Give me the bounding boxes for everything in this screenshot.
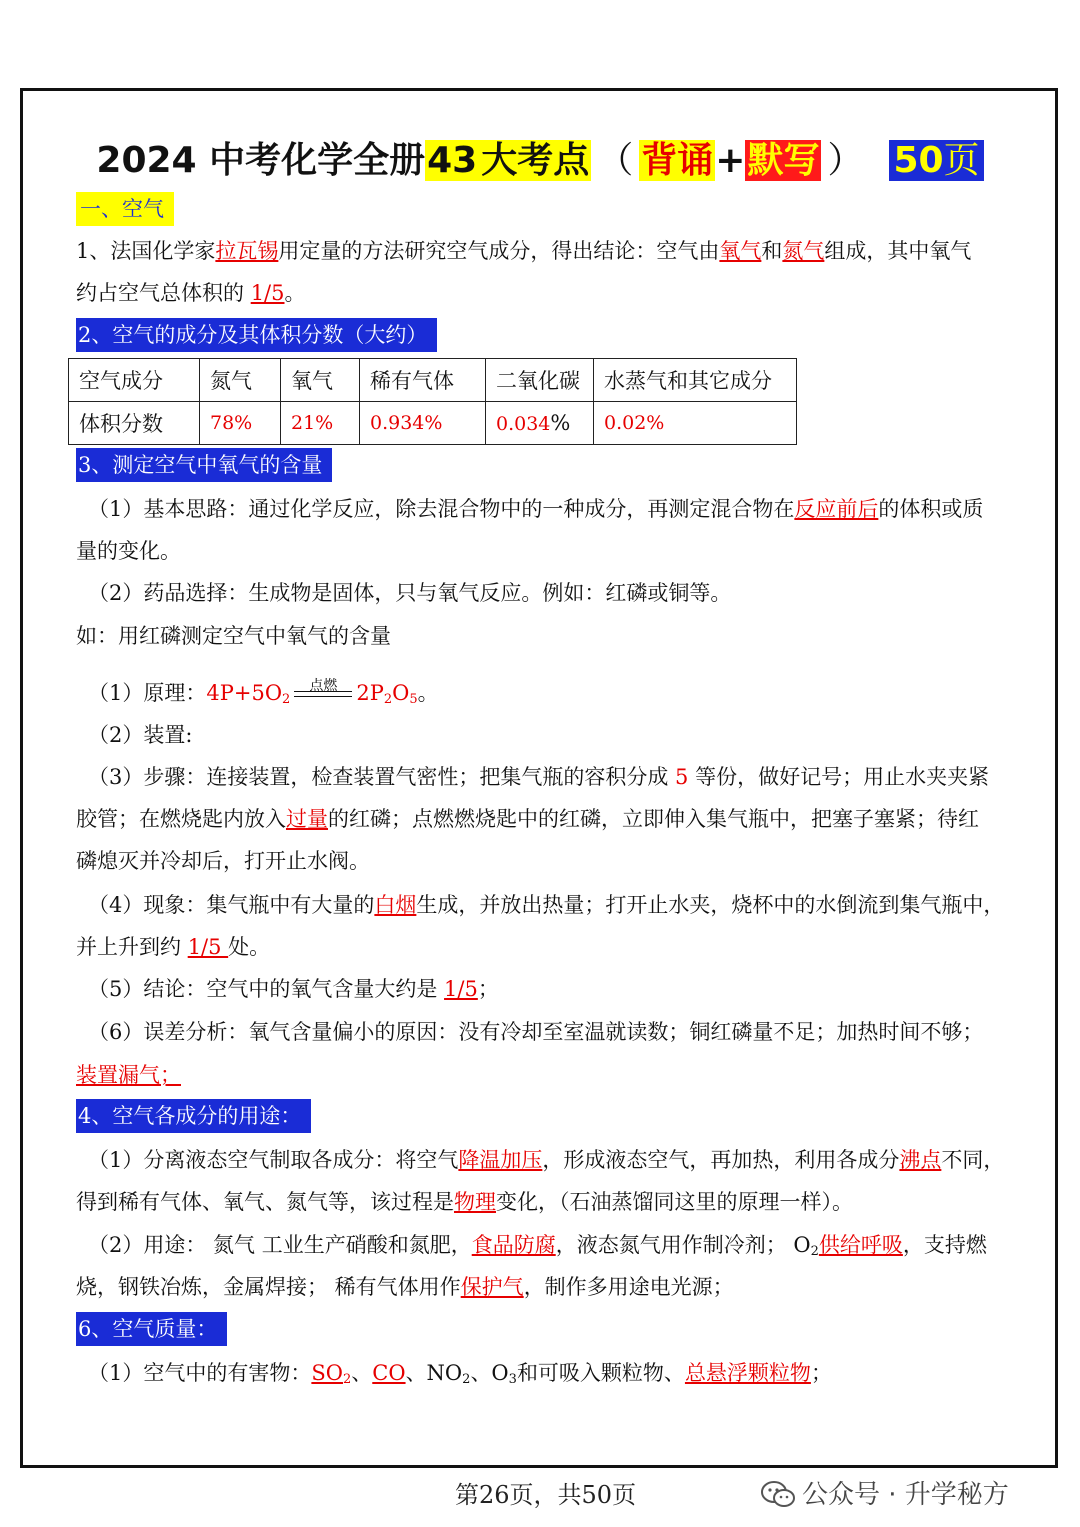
table-header-cell: 氧气 [281, 359, 360, 402]
paragraph: 约占空气总体积的 1/5。 [76, 281, 306, 305]
table-header-cell: 氮气 [200, 359, 281, 402]
paragraph: 胶管；在燃烧匙内放入过量的红磷；点燃燃烧匙中的红磷，立即伸入集气瓶中，把塞子塞紧；待红 [76, 807, 979, 831]
table-cell: 0.02% [594, 402, 797, 445]
paragraph: 烧，钢铁冶炼，金属焊接； 稀有气体用作保护气，制作多用途电光源； [76, 1275, 734, 1299]
paragraph: （4）现象：集气瓶中有大量的白烟生成，并放出热量；打开止水夹，烧杯中的水倒流到集气瓶中， [88, 893, 1005, 917]
table-cell: 0.034% [486, 402, 594, 445]
reaction-equation: （1）原理：$4P+5O_2$ 点燃 $2P_2O_5$。 [88, 677, 439, 707]
table-cell: 0.934% [360, 402, 486, 445]
paragraph: 如：用红磷测定空气中氧气的含量 [76, 624, 391, 648]
section-heading-composition: 2、空气的成分及其体积分数（大约） [76, 318, 437, 352]
paragraph: （6）误差分析：氧气含量偏小的原因：没有冷却至室温就读数；铜红磷量不足；加热时间不够； [88, 1020, 984, 1044]
section-heading-uses: 4、空气各成分的用途： [76, 1099, 311, 1133]
section-heading-oxygen-measure: 3、测定空气中氧气的含量 [76, 448, 332, 482]
paragraph: （2）药品选择：生成物是固体，只与氧气反应。例如：红磷或铜等。 [88, 581, 732, 605]
page-title: 2024 中考化学全册43 大考点 （ 背诵+默写 ） 50页 [0, 138, 1080, 184]
air-composition-table [68, 358, 797, 445]
footer [0, 1478, 1080, 1518]
paragraph: 磷熄灭并冷却后，打开止水阀。 [76, 849, 370, 873]
paragraph: （1）分离液态空气制取各成分：将空气降温加压，形成液态空气，再加热，利用各成分沸点不同， [88, 1148, 1005, 1172]
watermark-text: 公众号 · 升学秘方 [802, 1480, 1009, 1510]
watermark [760, 1478, 1009, 1512]
paragraph: （3）步骤：连接装置，检查装置气密性；把集气瓶的容积分成 5 等份，做好记号；用止水夹夹紧 [88, 765, 990, 789]
paragraph: （1）空气中的有害物：$SO_2$、CO、$NO_2$、$O_3$和可吸入颗粒物、总悬浮颗粒物； [88, 1361, 832, 1387]
paragraph: 得到稀有气体、氧气、氮气等，该过程是物理变化，（石油蒸馏同这里的原理一样）。 [76, 1190, 853, 1214]
paragraph: 量的变化。 [76, 539, 181, 563]
wechat-icon [760, 1480, 796, 1510]
table-row [69, 402, 797, 445]
table-header-cell: 稀有气体 [360, 359, 486, 402]
paragraph: （5）结论：空气中的氧气含量大约是 1/5； [88, 977, 499, 1001]
paragraph: 装置漏气； [76, 1063, 181, 1087]
table-cell: 21% [281, 402, 360, 445]
section-heading-air-quality: 6、空气质量： [76, 1312, 227, 1346]
table-row-label: 体积分数 [69, 402, 200, 445]
table-row [69, 359, 797, 402]
table-header-cell: 水蒸气和其它成分 [594, 359, 797, 402]
table-header-cell: 空气成分 [69, 359, 200, 402]
table-cell: 78% [200, 402, 281, 445]
page-number: 第26页，共50页 [455, 1481, 637, 1509]
paragraph: 1、法国化学家拉瓦锡用定量的方法研究空气成分，得出结论：空气由氧气和氮气组成，其中氧气 [76, 239, 972, 263]
paragraph: （2）装置: [88, 723, 193, 747]
section-heading-air: 一、空气 [76, 192, 174, 226]
paragraph: （1）基本思路：通过化学反应，除去混合物中的一种成分，再测定混合物在反应前后的体积或质 [88, 497, 984, 521]
paragraph: （2）用途： 氮气 工业生产硝酸和氮肥，食品防腐，液态氮气用作制冷剂； $O_2$供给呼吸，支持燃 [88, 1233, 987, 1259]
paragraph: 并上升到约 1/5 处。 [76, 935, 271, 959]
table-header-cell: 二氧化碳 [486, 359, 594, 402]
